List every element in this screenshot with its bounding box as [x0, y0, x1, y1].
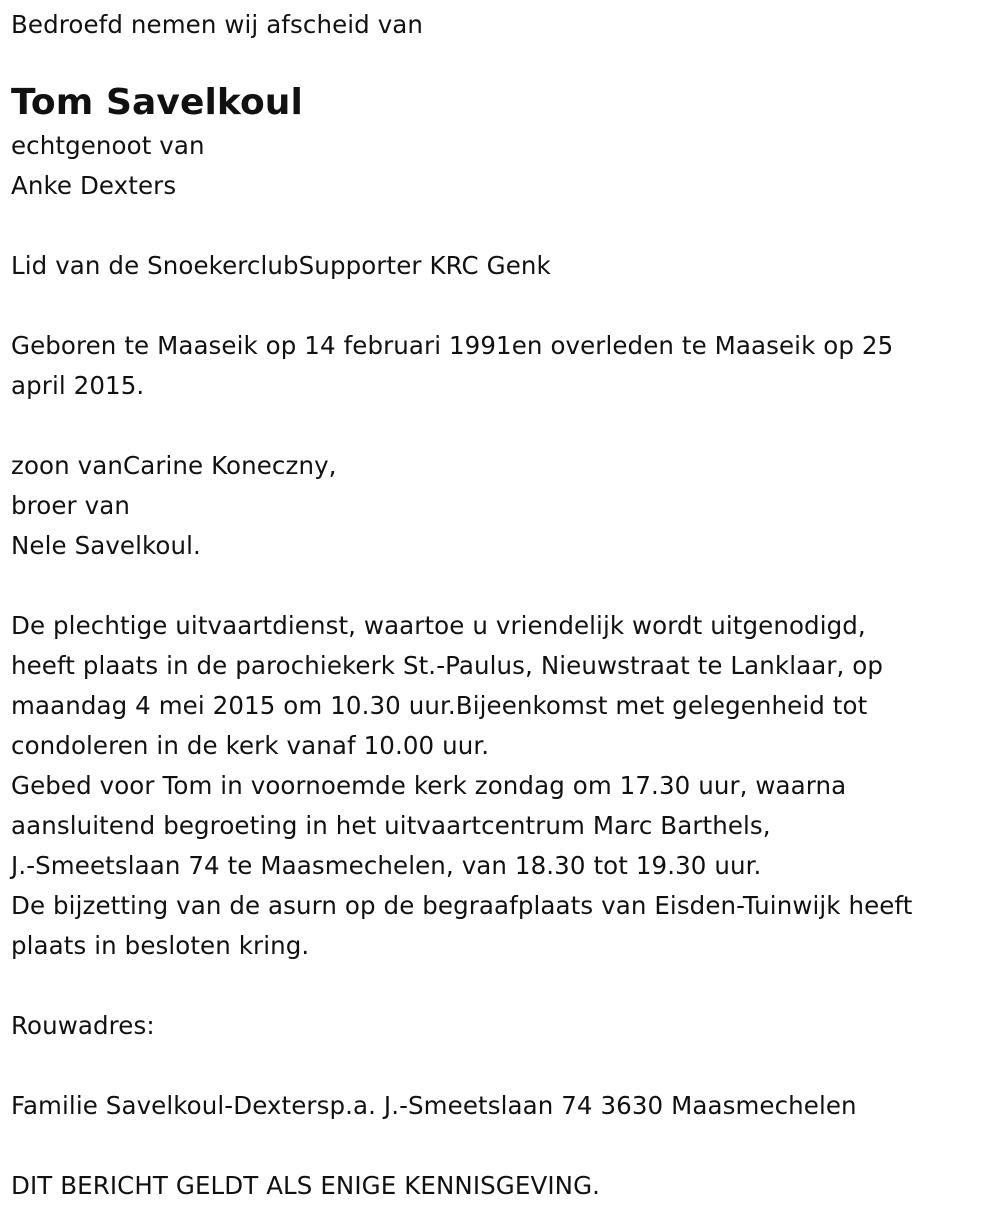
spacer	[11, 206, 991, 246]
service-line: Gebed voor Tom in voornoemde kerk zondag om 17.30 uur, waarna	[11, 771, 847, 800]
mourning-address: Familie Savelkoul-Dextersp.a. J.-Smeetslaan 74 3630 Maasmechelen	[11, 1091, 857, 1120]
service-line: plaats in besloten kring.	[11, 931, 310, 960]
spouse-name: Anke Dexters	[11, 171, 177, 200]
spouse-label: echtgenoot van	[11, 131, 205, 160]
spacer	[11, 966, 991, 1006]
family-line: broer van	[11, 491, 130, 520]
notice-text: DIT BERICHT GELDT ALS ENIGE KENNISGEVING.	[11, 1171, 601, 1200]
deceased-name: Tom Savelkoul	[11, 82, 303, 123]
birth-death-line: Geboren te Maaseik op 14 februari 1991en overleden te Maaseik op 25	[11, 331, 894, 360]
service-line: heeft plaats in de parochiekerk St.-Paulus, Nieuwstraat te Lanklaar, op	[11, 651, 884, 680]
spacer	[11, 1046, 991, 1086]
service-line: maandag 4 mei 2015 om 10.30 uur.Bijeenkomst met gelegenheid tot	[11, 691, 868, 720]
spacer	[11, 406, 991, 446]
service-line: De plechtige uitvaartdienst, waartoe u vriendelijk wordt uitgenodigd,	[11, 611, 866, 640]
birth-death-line: april 2015.	[11, 371, 145, 400]
spacer	[11, 1126, 991, 1166]
spacer	[11, 566, 991, 606]
service-line: J.-Smeetslaan 74 te Maasmechelen, van 18.30 tot 19.30 uur.	[11, 851, 762, 880]
spacer	[11, 286, 991, 326]
service-line: condoleren in de kerk vanaf 10.00 uur.	[11, 731, 490, 760]
obituary-document	[11, 0, 991, 1206]
intro-text: Bedroefd nemen wij afscheid van	[11, 10, 424, 39]
spacer	[11, 48, 991, 80]
membership-text: Lid van de SnoekerclubSupporter KRC Genk	[11, 251, 551, 280]
family-line: zoon vanCarine Koneczny,	[11, 451, 337, 480]
service-line: De bijzetting van de asurn op de begraafplaats van Eisden-Tuinwijk heeft	[11, 891, 913, 920]
service-line: aansluitend begroeting in het uitvaartcentrum Marc Barthels,	[11, 811, 771, 840]
family-line: Nele Savelkoul.	[11, 531, 201, 560]
mourning-address-label: Rouwadres:	[11, 1011, 155, 1040]
